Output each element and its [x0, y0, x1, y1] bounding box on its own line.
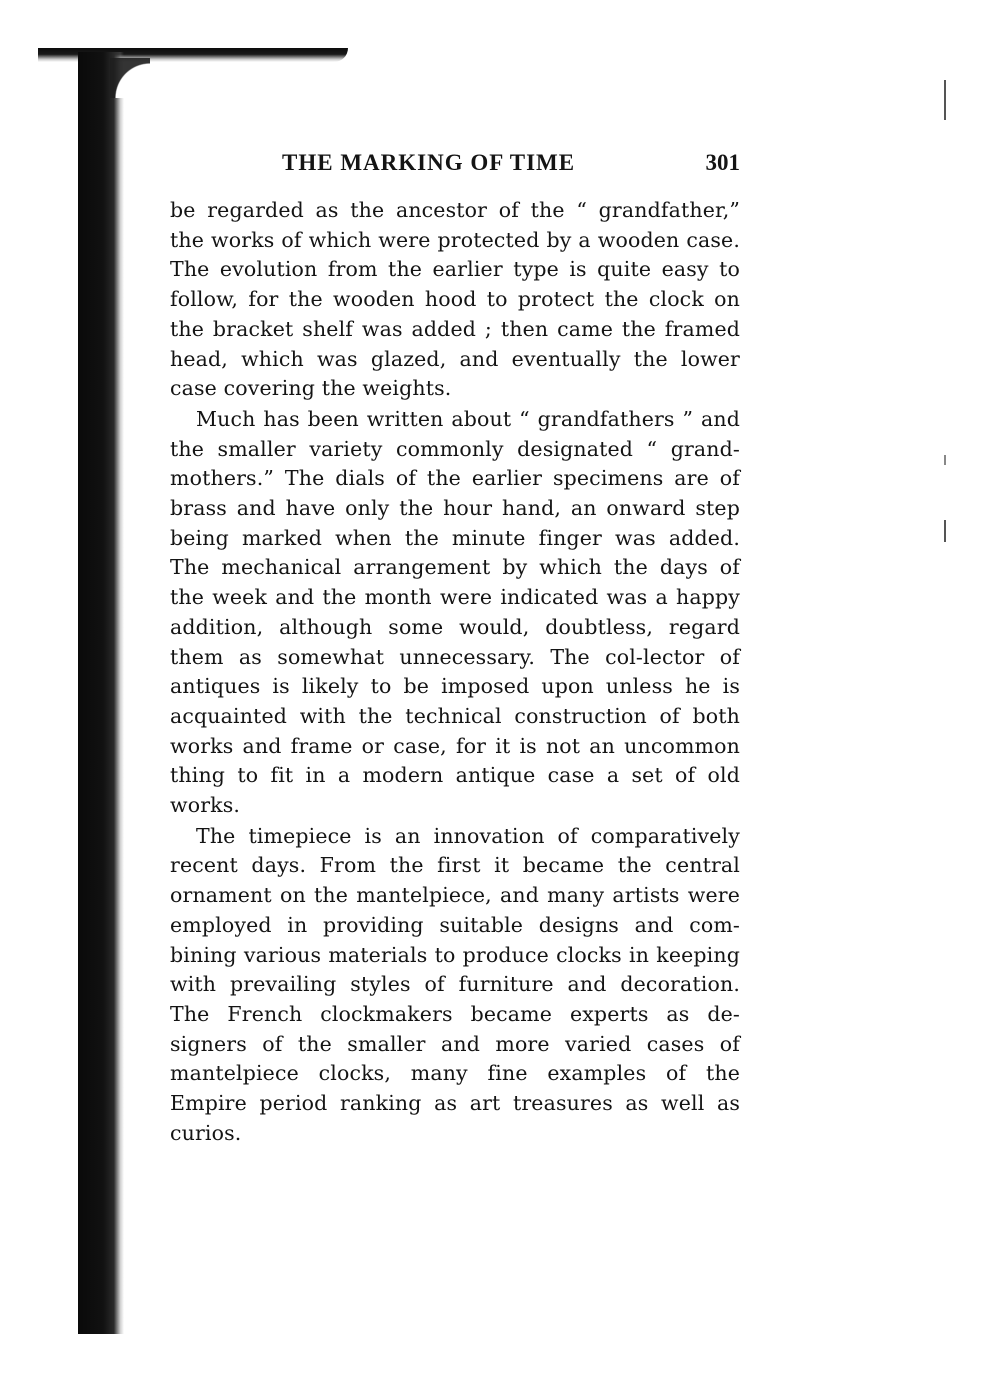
paragraph: The timepiece is an innovation of comparatively recent days. From the first it became the central ornament on the mantelpiece, and many artists were employed in providing suitable designs and com-bining various materials to produce clocks in keeping with prevailing styles of furniture and decoration. The French clockmakers became experts as de-signers of the smaller and more varied cases of mantelpiece clocks, many fine examples of the Empire period ranking as art treasures as well as curios.	[170, 823, 740, 1145]
book-page	[170, 150, 740, 1149]
paragraph: be regarded as the ancestor of the “ grandfather,” the works of which were protected by a wooden case. The evolution from the earlier type is quite easy to follow, for the wooden hood to protect the clock on the bracket shelf was added ; then came the framed head, which was glazed, and eventually the lower case covering the weights.	[170, 198, 740, 401]
page-number: 301	[705, 150, 740, 175]
running-head	[170, 150, 740, 196]
binding-shadow	[78, 52, 124, 1334]
scan-edge-mark	[944, 520, 946, 542]
paragraph: Much has been written about “ grandfathers ” and the smaller variety commonly designated “ grand-mothers.” The dials of the earlier specimens are of brass and have only the hour hand, an onward step being marked when the minute finger was added. The mechanical arrangement by which the days of the week and the month were indicated was a happy addition, although some would, doubtless, regard them as somewhat unnecessary. The col-lector of antiques is likely to be imposed upon unless he is acquainted with the technical construction of both works and frame or case, for it is not an uncommon thing to fit in a modern antique case a set of old works.	[170, 406, 740, 818]
running-title: THE MARKING OF TIME	[282, 150, 576, 175]
scan-edge-mark	[944, 80, 946, 120]
scan-edge-mark	[944, 455, 946, 465]
binding-shadow-curve	[110, 58, 150, 98]
body-text	[170, 196, 740, 1149]
